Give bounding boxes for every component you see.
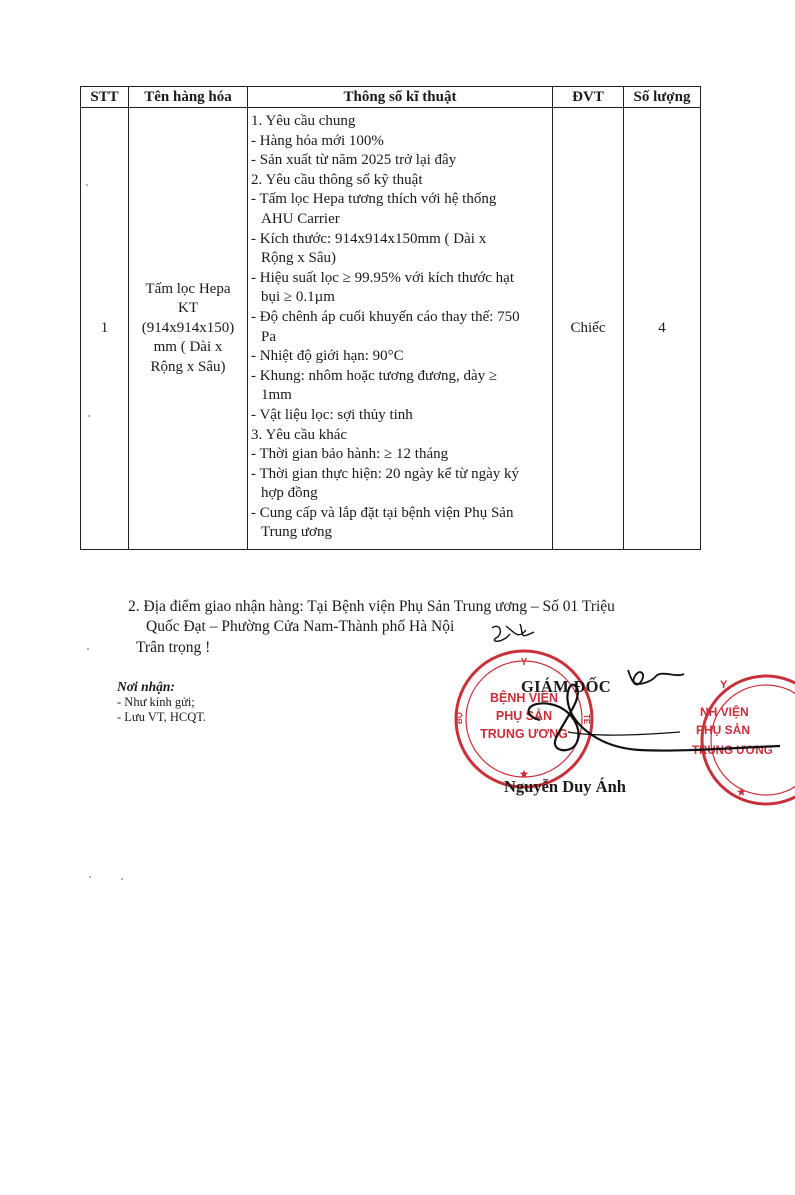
spec-line: AHU Carrier — [261, 210, 340, 227]
specifications-list — [251, 112, 549, 543]
header-item-name: Tên hàng hóa — [129, 87, 248, 108]
spec-line: 2. Yêu cầu thông số kỹ thuật — [251, 171, 423, 188]
spec-line: 1mm — [261, 387, 292, 404]
cell-quantity: 4 — [624, 108, 701, 550]
partial-stamp-line-2: PHỤ SẢN — [696, 723, 751, 737]
spec-line: - Nhiệt độ giới hạn: 90°C — [251, 348, 404, 365]
table-header-row — [81, 87, 701, 108]
spec-line: - Hàng hóa mới 100% — [251, 132, 384, 149]
spec-line: bụi ≥ 0.1µm — [261, 289, 335, 306]
item-name-text — [131, 280, 245, 378]
delivery-line-2: Quốc Đạt – Phường Cửa Nam-Thành phố Hà Nội — [146, 618, 455, 635]
director-title: GIÁM ĐỐC — [521, 677, 611, 696]
spec-line: - Thời gian thực hiện: 20 ngày kể từ ngày ký — [251, 465, 520, 482]
scan-speck — [89, 876, 91, 878]
director-name: Nguyễn Duy Ánh — [504, 777, 626, 796]
spec-line: - Khung: nhôm hoặc tương đương, dày ≥ — [251, 367, 498, 384]
scan-speck — [86, 184, 88, 186]
header-stt: STT — [81, 87, 129, 108]
item-name-line: mm ( Dài x — [153, 339, 223, 356]
stamp-side-left: BỘ — [455, 712, 464, 724]
spec-line: - Kích thước: 914x914x150mm ( Dài x — [251, 230, 487, 247]
header-unit: ĐVT — [553, 87, 624, 108]
item-name-line: KT — [178, 300, 198, 317]
recipients-heading: Nơi nhận: — [117, 679, 175, 694]
recipient-item: - Lưu VT, HCQT. — [117, 710, 207, 724]
cell-unit: Chiếc — [553, 108, 624, 550]
table-row — [81, 108, 701, 550]
partial-stamp-line-3: TRUNG ƯƠNG — [692, 745, 773, 757]
item-name-line: Tấm lọc Hepa — [145, 280, 231, 297]
spec-line: - Độ chênh áp cuối khuyến cáo thay thế: 750 — [251, 308, 520, 325]
cell-specifications — [248, 108, 553, 550]
delivery-line-1: 2. Địa điểm giao nhận hàng: Tại Bệnh viện Phụ Sản Trung ương – Số 01 Triệu — [128, 598, 615, 615]
star-icon: ★ — [518, 767, 530, 781]
partial-stamp-line-1: NH VIỆN — [700, 705, 749, 719]
spec-line: hợp đồng — [261, 485, 318, 502]
recipients-block — [117, 679, 206, 725]
stamp-line-2: PHỤ SẢN — [495, 709, 553, 723]
partial-stamp-top-letter: Y — [720, 679, 728, 691]
spec-line: - Thời gian bảo hành: ≥ 12 tháng — [251, 446, 449, 463]
stamp-line-3: TRUNG ƯƠNG — [480, 727, 568, 741]
stamp-side-right: TẾ — [582, 714, 591, 725]
spec-line: - Tấm lọc Hepa tương thích với hệ thống — [251, 191, 497, 208]
scan-speck — [88, 415, 90, 417]
spec-line: 1. Yêu cầu chung — [251, 113, 356, 129]
header-specifications: Thông số kĩ thuật — [248, 87, 553, 108]
closing-regards: Trân trọng ! — [136, 639, 211, 656]
spec-line: Trung ương — [261, 524, 332, 541]
scan-speck — [121, 878, 123, 880]
spec-line: - Cung cấp và lắp đặt tại bệnh viện Phụ Sản — [251, 504, 514, 521]
stamp-top-letter: Y — [520, 657, 528, 668]
spec-line: 3. Yêu cầu khác — [251, 426, 348, 443]
specification-table — [80, 86, 701, 550]
recipient-item: - Như kính gửi; — [117, 695, 195, 709]
star-icon: ★ — [736, 785, 747, 799]
cell-stt: 1 — [81, 108, 129, 550]
scan-speck — [87, 648, 89, 650]
spec-line: - Sản xuất từ năm 2025 trở lại đây — [251, 152, 457, 169]
spec-line: - Vật liệu lọc: sợi thủy tinh — [251, 406, 413, 423]
signature-icon — [480, 620, 780, 770]
spec-line: - Hiệu suất lọc ≥ 99.95% với kích thước hạt — [251, 269, 515, 286]
spec-line: Rộng x Sâu) — [261, 250, 336, 267]
item-name-line: (914x914x150) — [141, 319, 235, 336]
stamp-line-1: BỆNH VIỆN — [489, 691, 559, 705]
item-name-line: Rộng x Sâu) — [150, 358, 226, 375]
cell-item-name — [129, 108, 248, 550]
header-quantity: Số lượng — [624, 87, 701, 108]
spec-line: Pa — [261, 328, 276, 345]
